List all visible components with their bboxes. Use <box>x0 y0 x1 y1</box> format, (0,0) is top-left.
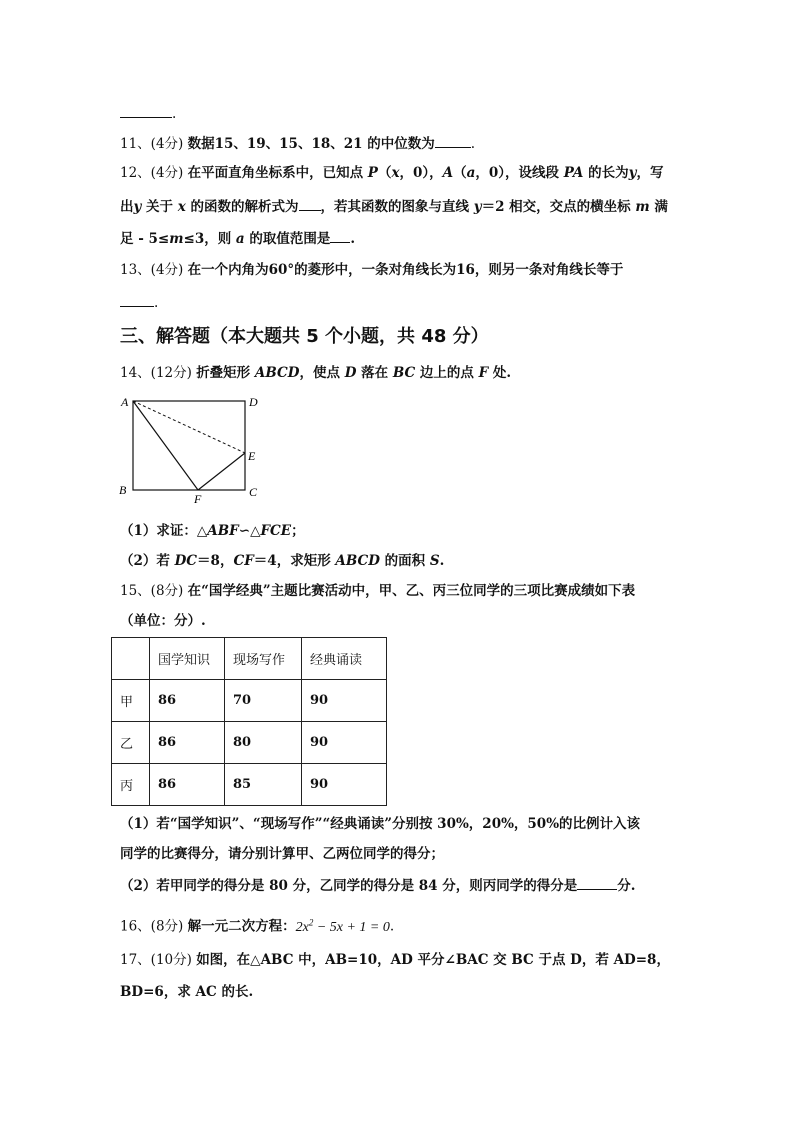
question-13: 13、(4分) 在一个内角为60°的菱形中，一条对角线长为16，则另一条对角线长等于 <box>120 262 624 278</box>
question-13-blank: . <box>120 293 680 312</box>
question-15-sub-1-line-2: 同学的比赛得分，请分别计算甲、乙两位同学的得分； <box>120 846 444 862</box>
label-e: E <box>248 449 256 463</box>
table-cell: 85 <box>225 764 302 806</box>
question-15-sub-2: （2）若甲同学的得分是 80 分，乙同学的得分是 84 分，则丙同学的得分是 分. <box>120 878 636 894</box>
question-17-line-1: 17、(10分) 如图，在△ABC 中，AB=10，AD 平分∠BAC 交 BC 于点 D，若 AD=8， <box>120 952 670 968</box>
table-cell: 86 <box>150 722 225 764</box>
answer-blank <box>120 104 172 118</box>
question-11: 11、(4分) 数据15、19、15、18、21 的中位数为 . <box>120 136 476 152</box>
question-12-line-2: 出y 关于 x 的函数的解析式为 ，若其函数的图象与直线 y＝2 相交，交点的横坐标 m 满 <box>120 199 668 215</box>
answer-blank <box>577 876 617 890</box>
table-cell: 90 <box>302 680 387 722</box>
table-cell: 甲 <box>112 680 150 722</box>
question-16: 16、(8分) 解一元二次方程：$2x^2 - 5x + 1 = 0$. <box>120 917 395 935</box>
question-15-line-2: （单位：分）. <box>120 613 206 629</box>
segment-af <box>133 401 198 490</box>
answer-blank <box>120 293 154 307</box>
table-row <box>112 722 387 764</box>
answer-blank <box>299 197 321 211</box>
label-a: A <box>121 395 129 409</box>
table-header-cell: 国学知识 <box>150 638 225 680</box>
score-table <box>111 637 387 806</box>
question-12-line-1: 12、(4分) 在平面直角坐标系中，已知点 P（x，0），A（a，0），设线段 PA 的长为y，写 <box>120 165 664 181</box>
table-cell: 86 <box>150 764 225 806</box>
label-b: B <box>119 483 127 497</box>
table-row <box>112 764 387 806</box>
table-header-cell: 现场写作 <box>225 638 302 680</box>
question-17-line-2: BD=6，求 AC 的长. <box>120 984 254 1000</box>
question-14-sub-2: （2）若 DC＝8，CF＝4，求矩形 ABCD 的面积 S. <box>120 553 445 569</box>
table-cell: 90 <box>302 722 387 764</box>
table-cell: 90 <box>302 764 387 806</box>
label-f: F <box>194 492 202 505</box>
score-table-body <box>112 638 387 806</box>
answer-blank <box>330 229 350 243</box>
table-cell: 80 <box>225 722 302 764</box>
answer-blank <box>435 134 471 148</box>
question-12-line-3: 足 - 5≤m≤3，则 a 的取值范围是 . <box>120 231 356 247</box>
fold-line-ae <box>133 401 245 453</box>
table-row <box>112 680 387 722</box>
label-c: C <box>249 485 258 499</box>
segment-fe <box>198 453 245 490</box>
table-header-cell <box>112 638 150 680</box>
equation: $2x^2 - 5x + 1 = 0$ <box>295 917 390 935</box>
table-cell: 丙 <box>112 764 150 806</box>
label-d: D <box>249 395 258 409</box>
section-title: 三、解答题（本大题共 5 个小题，共 48 分） <box>120 326 489 347</box>
rectangle-fold-figure <box>116 390 276 505</box>
table-header-row <box>112 638 387 680</box>
question-15-line-1: 15、(8分) 在“国学经典”主题比赛活动中，甲、乙、丙三位同学的三项比赛成绩如下表 <box>120 583 636 599</box>
question-14-sub-1: （1）求证：△ABF∽△FCE； <box>120 523 305 539</box>
top-blank-line: . <box>120 104 680 123</box>
question-14: 14、(12分) 折叠矩形 ABCD，使点 D 落在 BC 边上的点 F 处. <box>120 365 512 381</box>
table-cell: 86 <box>150 680 225 722</box>
table-cell: 乙 <box>112 722 150 764</box>
table-cell: 70 <box>225 680 302 722</box>
table-header-cell: 经典诵读 <box>302 638 387 680</box>
question-15-sub-1-line-1: （1）若“国学知识”、“现场写作”“经典诵读”分别按 30%，20%，50%的比例计入该 <box>120 816 641 832</box>
